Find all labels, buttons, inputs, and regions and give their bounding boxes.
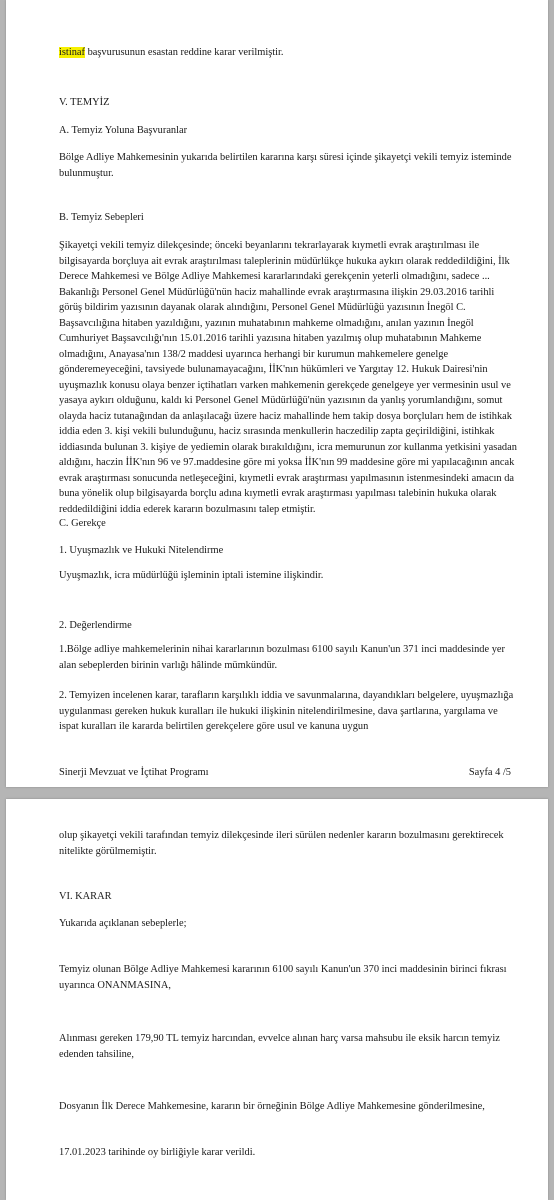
footer-program-name: Sinerji Mevzuat ve İçtihat Programı xyxy=(59,767,209,778)
subsection-title-sebepler: B. Temyiz Sebepleri xyxy=(59,212,144,223)
subsection-title-basvuranlar: A. Temyiz Yoluna Başvuranlar xyxy=(59,125,188,136)
intro-text: başvurusunun esastan reddine karar verilmiştir. xyxy=(84,47,284,58)
document-page-5 xyxy=(6,799,548,1200)
subsection-title-degerlendirme: 2. Değerlendirme xyxy=(59,620,132,631)
paragraph-gonderilmesine: Dosyanın İlk Derece Mahkemesine, kararın bir örneğinin Bölge Adliye Mahkemesine gönderilmesine, xyxy=(59,1101,485,1112)
highlighted-text: istinaf xyxy=(59,47,85,58)
footer-page-number: Sayfa 4 /5 xyxy=(468,767,511,778)
paragraph-basvuranlar: Bölge Adliye Mahkemesinin yukarıda belirtilen kararına karşı süresi içinde şikayetçi vekili temyiz isteminde bulunmuştur. xyxy=(59,152,512,179)
paragraph-uyusmazlik: Uyuşmazlık, icra müdürlüğü işleminin iptali istemine ilişkindir. xyxy=(59,570,324,581)
paragraph-degerlendirme-1: 1.Bölge adliye mahkemelerinin nihai kararlarının bozulması 6100 sayılı Kanun'un 371 inci maddesinde yer alan sebeplerden birinin varlığı hâlinde mümkündür. xyxy=(59,644,505,671)
document-page-4 xyxy=(6,0,548,787)
section-title-karar: VI. KARAR xyxy=(59,891,112,902)
intro-paragraph xyxy=(59,45,519,61)
paragraph-continuation: olup şikayetçi vekili tarafından temyiz dilekçesinde ileri sürülen nedenler kararın bozulmasını gerektirecek nitelikte görülmemiştir. xyxy=(59,830,504,857)
paragraph-karar-tarihi: 17.01.2023 tarihinde oy birliğiyle karar verildi. xyxy=(59,1147,256,1158)
section-title-temyiz: V. TEMYİZ xyxy=(59,97,110,108)
paragraph-degerlendirme-2: 2. Temyizen incelenen karar, tarafların karşılıklı iddia ve savunmalarına, dayandıkları belgelere, uyuşmazlığa uygulanması gereken hukuk kuralları ile hukuki ilişkinin nitelendirilmesine, dava şartlarına, yargılama ve ispat kuralları ile kararda belirtilen gerekçelere göre usul ve kanuna uygun xyxy=(59,690,514,732)
subsection-title-uyusmazlik: 1. Uyuşmazlık ve Hukuki Nitelendirme xyxy=(59,545,224,556)
paragraph-harc: Alınması gereken 179,90 TL temyiz harcından, evvelce alınan harç varsa mahsubu ile eksik harcın temyiz edenden tahsiline, xyxy=(59,1033,500,1060)
paragraph-onanmasina: Temyiz olunan Bölge Adliye Mahkemesi kararının 6100 sayılı Kanun'un 370 inci maddesinin birinci fıkrası uyarınca ONANMASINA, xyxy=(59,964,507,991)
paragraph-karar-intro: Yukarıda açıklanan sebeplerle; xyxy=(59,918,187,929)
paragraph-sebepler: Şikayetçi vekili temyiz dilekçesinde; önceki beyanlarını tekrarlayarak kıymetli evrak araştırılması ile bilgisayarda borçluya ait evrak araştırılması taleplerinin müdürlükçe hukuka aykırı olarak reddedildiğini, İlk Derece Mahkemesi ve Bölge Adliye Mahkemesi kararlarındaki gerekçenin yeterli olmadığını, sadece ... Bakanlığı Personel Genel Müdürlüğü'nün haciz mahallinde evrak araştırmasına ilişkin 29.03.2016 tarihli görüş bildirim yazısının dayanak olarak alındığını, Personel Genel Müdürlüğü yazısının İnegöl C. Başsavcılığına hitaben yazıldığını, yazının muhatabının mahkeme olmadığını, anılan yazının İnegöl Cumhuriyet Başsavcılığı'nın 15.01.2016 tarihli yazısına hitaben yazılmış olup muhatabının Mahkeme olmadığını, Anayasa'nın 138/2 maddesi uyarınca herhangi bir kurumun mahkemelere genelge gönderemeyeceğini, tavsiyede bulunamayacağını, İİK'nın hükümleri ve Yargıtay 12. Hukuk Dairesi'nin uyuşmazlık konusu olaya benzer içtihatları varken mahkemenin gerekçede genelgeye yer vermesinin usul ve yasaya aykırı olduğunu, kaldı ki Personel Genel Müdürlüğü'nün yazısının da yanlış yorumlandığını, somut olayda haciz tutanağından da anlaşılacağı üzere haciz mahallinde hem takip dosya borçluları hem de istihkak iddia eden 3. kişi vekili bulunduğunu, haciz sırasında menkullerin haczedilip zapta geçirildiğini, istihkak iddiasında bulunan 3. kişiye de yediemin olarak bırakıldığını, icra memurunun zor kullanma yetkisini yasadan aldığını, haczin İİK'nın 96 ve 97.maddesine göre mi yoksa İİK'nın 99 maddesine göre mi yapılacağının ancak evrak araştırması sonucunda netleşeceğini, kıymetli evrak araştırması yapılmasının istenmesindeki amacın da buna yönelik olup bilgisayarda borçlu adına kıymetli evrak araştırması yapılması talebinin hukuka olarak reddedildiğini iddia ederek kararın bozulmasını talep etmiştir. xyxy=(59,240,517,515)
subsection-title-gerekce: C. Gerekçe xyxy=(59,518,106,529)
